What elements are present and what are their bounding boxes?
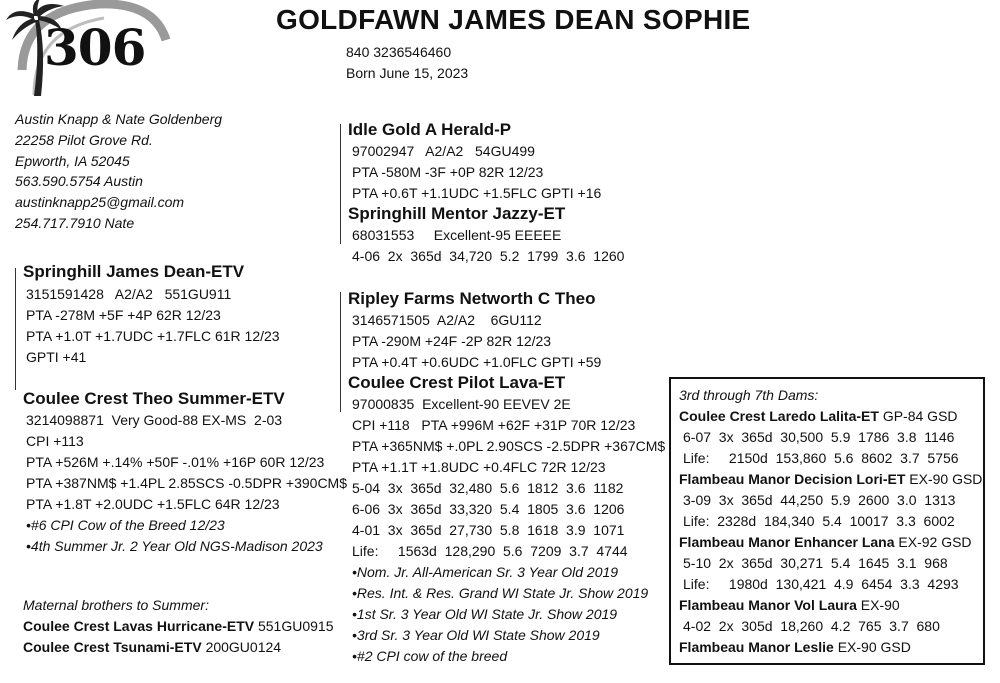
ancestor-dam-record: 6-07 3x 365d 30,500 5.9 1786 3.8 1146 [683,429,955,445]
ancestor-dam-record: 5-10 2x 365d 30,271 5.4 1645 3.1 968 [683,555,948,571]
sire-pta-type: PTA +1.0T +1.7UDC +1.7FLC 61R 12/23 [26,328,280,344]
dam-dam-record: 5-04 3x 365d 32,480 5.6 1812 3.6 1182 [352,480,624,496]
sire-sire-reg: 97002947 A2/A2 54GU499 [352,143,535,159]
dam-dam-honor: •3rd Sr. 3 Year Old WI State Show 2019 [352,627,600,643]
dam-sire-pta-type: PTA +0.4T +0.6UDC +1.0FLC GPTI +59 [352,354,602,370]
dam-dam-name: Coulee Crest Pilot Lava-ET [348,373,566,392]
logo-number: 306 [44,18,146,77]
brother-name: Coulee Crest Tsunami-ETV [23,639,202,655]
ancestor-dams-box [669,377,985,665]
dam-dam-pta-type: PTA +1.1T +1.8UDC +0.4FLC 72R 12/23 [352,459,606,475]
dam-name-text: Coulee Crest Laredo Lalita-ET [679,408,879,424]
maternal-brothers-heading: Maternal brothers to Summer: [23,597,209,613]
dam-sire-reg: 3146571505 A2/A2 6GU112 [352,312,542,328]
dam-dam-block [348,373,665,667]
ancestor-dam-name [679,406,982,427]
ancestor-dam-lifetime: Life: 2328d 184,340 5.4 10017 3.3 6002 [683,513,955,529]
dam-dam-cpi: CPI +118 PTA +996M +62F +31P 70R 12/23 [352,417,636,433]
birth-date: Born June 15, 2023 [346,65,469,81]
dam-score: EX-90 GSD [837,639,911,655]
sire-dam-name: Springhill Mentor Jazzy-ET [348,204,566,223]
dam-pta-type: PTA +1.8T +2.0UDC +1.5FLC 64R 12/23 [26,496,280,512]
ancestor-dams-heading: 3rd through 7th Dams: [679,387,819,403]
dam-honor: •#6 CPI Cow of the Breed 12/23 [26,517,225,533]
maternal-brothers [23,595,334,658]
dam-dam-honor: •Nom. Jr. All-American Sr. 3 Year Old 2019 [352,564,619,580]
sire-dam-classification: 68031553 Excellent-95 EEEEE [352,227,562,243]
dam-dam-record: 6-06 3x 365d 33,320 5.4 1805 3.6 1206 [352,501,625,517]
sire-dam-record: 4-06 2x 365d 34,720 5.2 1799 3.6 1260 [352,248,625,264]
sire-block [23,262,280,368]
dam-sire-name: Ripley Farms Networth C Theo [348,289,596,308]
sire-sire-block [348,120,601,204]
dam-pta-production: PTA +526M +.14% +50F -.01% +16P 60R 12/23 [26,454,325,470]
sire-name: Springhill James Dean-ETV [23,262,245,281]
dam-score: GP-84 GSD [882,408,958,424]
farm-logo [4,0,174,100]
animal-name-title: GOLDFAWN JAMES DEAN SOPHIE [276,4,751,35]
sire-dam-block [348,204,624,267]
dam-name-text: Flambeau Manor Leslie [679,639,834,655]
dam-name-text: Flambeau Manor Vol Laura [679,597,857,613]
dam-block [23,389,347,557]
dam-sire-pta-production: PTA -290M +24F -2P 82R 12/23 [352,333,552,349]
owner-email: austinknapp25@gmail.com [15,194,185,211]
owner-phone-nate: 254.717.7910 Nate [15,214,135,231]
dam-honor: •4th Summer Jr. 2 Year Old NGS-Madison 2023 [26,538,323,554]
sire-sire-pta-production: PTA -580M -3F +0P 82R 12/23 [352,164,544,180]
dam-name-text: Flambeau Manor Enhancer Lana [679,534,895,550]
owner-contact [15,109,222,234]
ancestor-dam-name [679,532,982,553]
brother-code: 551GU0915 [257,618,334,634]
pedigree-bracket-sire-line [340,124,341,244]
dam-dam-pta-economic: PTA +365NM$ +.0PL 2.90SCS -2.5DPR +367CM$ [352,438,666,454]
dam-dam-classification: 97000835 Excellent-90 EEVEV 2E [352,396,571,412]
ancestor-dam-name [679,637,982,658]
dam-dam-record: 4-01 3x 365d 27,730 5.8 1618 3.9 1071 [352,522,625,538]
sire-sire-pta-type: PTA +0.6T +1.1UDC +1.5FLC GPTI +16 [352,185,602,201]
dam-sire-block [348,289,601,373]
owner-phone-austin: 563.590.5754 Austin [15,173,143,190]
sire-reg: 3151591428 A2/A2 551GU911 [26,286,232,302]
dam-name-text: Flambeau Manor Decision Lori-ET [679,471,906,487]
dam-dam-honor: •1st Sr. 3 Year Old WI State Jr. Show 2019 [352,606,618,622]
maternal-brother-item [23,637,334,658]
registration-number: 840 3236546460 [346,44,452,60]
ancestor-dam-lifetime: Life: 1980d 130,421 4.9 6454 3.3 4293 [683,576,959,592]
dam-score: EX-92 GSD [898,534,972,550]
dam-pta-economic: PTA +387NM$ +1.4PL 2.85SCS -0.5DPR +390CM$ [26,475,348,491]
dam-cpi: CPI +113 [26,433,84,449]
ancestor-dam-name [679,469,982,490]
ancestor-dam-name [679,595,982,616]
sire-gpti: GPTI +41 [26,349,87,365]
dam-dam-lifetime: Life: 1563d 128,290 5.6 7209 3.7 4744 [352,543,628,559]
brother-code: 200GU0124 [205,639,282,655]
ancestor-dam-lifetime: Life: 2150d 153,860 5.6 8602 3.7 5756 [683,450,959,466]
sire-pta-production: PTA -278M +5F +4P 62R 12/23 [26,307,221,323]
pedigree-bracket-sire [15,268,16,390]
ancestor-dam-record: 4-02 2x 305d 18,260 4.2 765 3.7 680 [683,618,940,634]
dam-classification: 3214098871 Very Good-88 EX-MS 2-03 [26,412,283,428]
dam-dam-honor: •Res. Int. & Res. Grand WI State Jr. Show 2019 [352,585,649,601]
owner-city: Epworth, IA 52045 [15,152,130,169]
sire-sire-name: Idle Gold A Herald-P [348,120,512,139]
ancestor-dam-record: 3-09 3x 365d 44,250 5.9 2600 3.0 1313 [683,492,956,508]
dam-score: EX-90 [860,597,900,613]
dam-name: Coulee Crest Theo Summer-ETV [23,389,285,408]
brother-name: Coulee Crest Lavas Hurricane-ETV [23,618,255,634]
dam-dam-honor: •#2 CPI cow of the breed [352,648,508,664]
owner-names: Austin Knapp & Nate Goldenberg [15,111,223,127]
maternal-brother-item [23,616,334,637]
owner-street: 22258 Pilot Grove Rd. [15,131,153,148]
dam-score: EX-90 GSD [909,471,983,487]
